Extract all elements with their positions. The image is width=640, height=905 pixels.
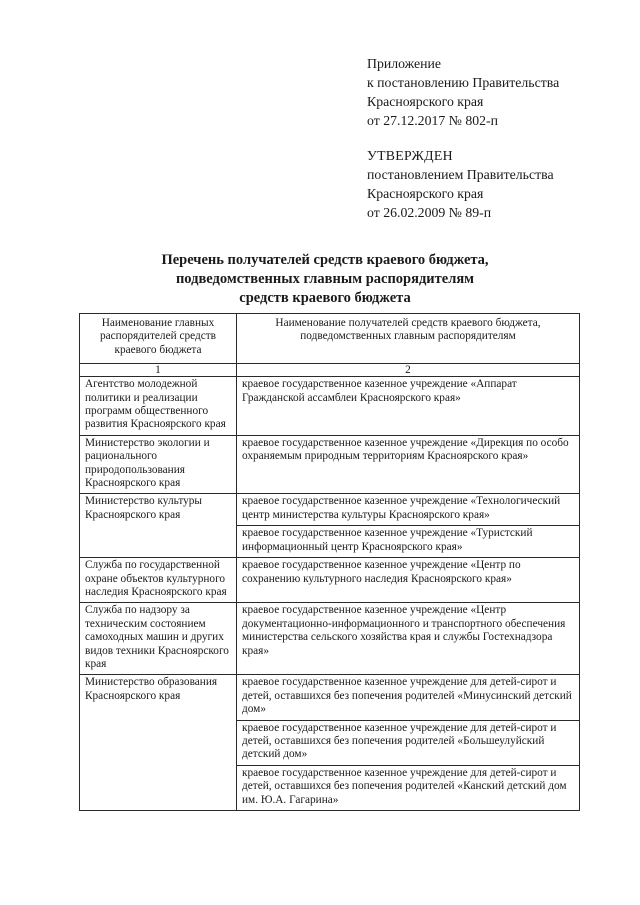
recipient-cell: краевое государственное казенное учреждение «Центр документационно-информационного и транспортного обеспечения министерства сельского хозяйства края и службы Гостехнадзора края» [237,603,580,675]
table-row [80,675,580,720]
table-row [80,377,580,436]
manager-cell: Министерство культуры Красноярского края [80,494,237,558]
recipient-cell: краевое государственное казенное учреждение «Аппарат Гражданской ассамблеи Красноярского края» [237,377,580,436]
recipient-cell: краевое государственное казенное учреждение «Технологический центр министерства культуры Красноярского края» [237,494,580,526]
recipient-cell: краевое государственное казенное учреждение для детей-сирот и детей, оставшихся без попечения родителей «Канский детский дом им. Ю.А. Гагарина» [237,765,580,810]
manager-cell: Служба по государственной охране объектов культурного наследия Красноярского края [80,558,237,603]
attachment-line: Красноярского края [367,94,484,109]
approval-heading: УТВЕРЖДЕН [367,148,453,163]
table-row [80,603,580,675]
attachment-date: от 27.12.2017 № 802-п [367,113,499,128]
recipient-cell: краевое государственное казенное учреждение для детей-сирот и детей, оставшихся без попечения родителей «Большеулуйский детский дом» [237,720,580,765]
header-managers: Наименование главных распорядителей средств краевого бюджета [80,314,237,364]
manager-cell: Министерство экологии и рационального природопользования Красноярского края [80,435,237,494]
table-row [80,558,580,603]
column-number-row [80,364,580,377]
manager-cell: Служба по надзору за техническим состоянием самоходных машин и других видов техники Красноярского края [80,603,237,675]
recipient-cell: краевое государственное казенное учреждение «Дирекция по особо охраняемым природным территориям Красноярского края» [237,435,580,494]
recipient-cell: краевое государственное казенное учреждение «Центр по сохранению культурного наследия Красноярского края» [237,558,580,603]
column-number: 1 [80,364,237,377]
column-number: 2 [237,364,580,377]
header-recipients: Наименование получателей средств краевого бюджета, подведомственных главным распорядителям [237,314,580,364]
attachment-line: к постановлению Правительства [367,75,560,90]
recipients-table [79,313,580,811]
document-title [80,251,570,308]
approval-line: постановлением Правительства [367,167,554,182]
manager-cell: Агентство молодежной политики и реализации программ общественного развития Красноярского края [80,377,237,436]
title-line: подведомственных главным распорядителям [175,271,475,287]
manager-cell: Министерство образования Красноярского края [80,675,237,811]
attachment-line: Приложение [367,56,442,71]
table-row [80,494,580,526]
recipient-cell: краевое государственное казенное учреждение для детей-сирот и детей, оставшихся без попечения родителей «Минусинский детский дом» [237,675,580,720]
approval-date: от 26.02.2009 № 89-п [367,205,492,220]
attachment-note [367,54,629,130]
approval-line: Красноярского края [367,186,484,201]
table-header-row [80,314,580,364]
title-line: средств краевого бюджета [239,290,411,306]
table-row [80,435,580,494]
approval-note [367,146,629,222]
recipient-cell: краевое государственное казенное учреждение «Туристский информационный центр Красноярского края» [237,526,580,558]
title-line: Перечень получателей средств краевого бюджета, [161,252,489,268]
